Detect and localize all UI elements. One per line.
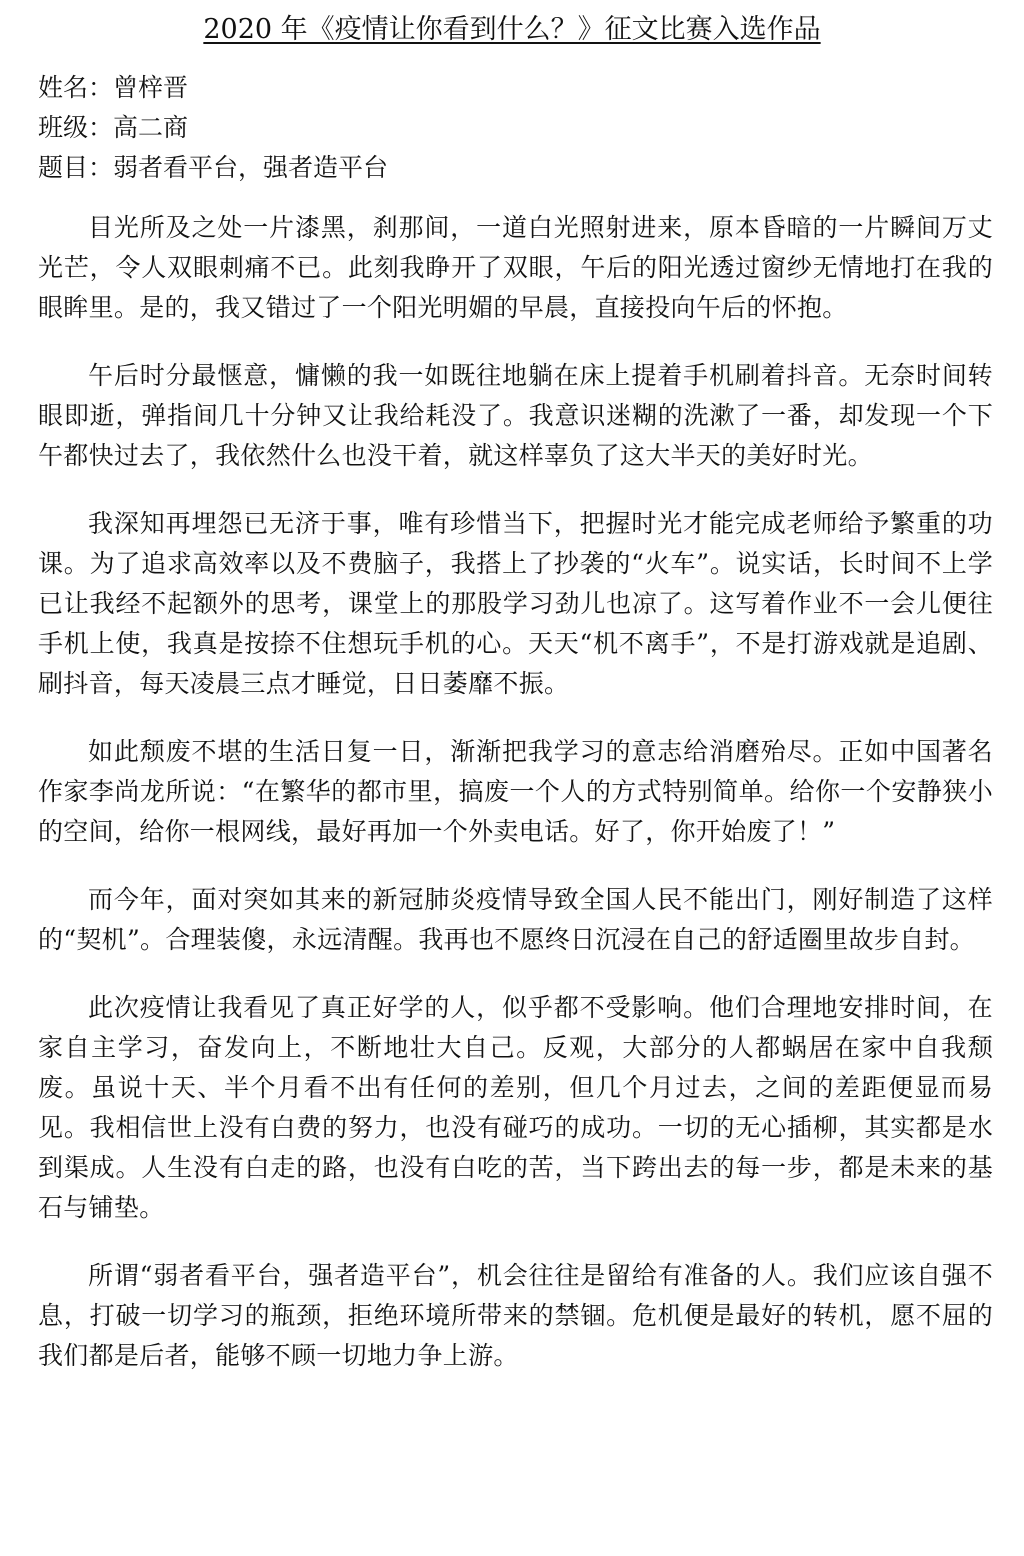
paragraph-5: 而今年，面对突如其来的新冠肺炎疫情导致全国人民不能出门，刚好制造了这样的“契机”。合理装傻，永远清醒。我再也不愿终日沉浸在自己的舒适圈里故步自封。 — [38, 885, 993, 954]
page-title — [0, 12, 1024, 48]
paragraph-3: 我深知再埋怨已无济于事，唯有珍惜当下，把握时光才能完成老师给予繁重的功课。为了追求高效率以及不费脑子，我搭上了抄袭的“火车”。说实话，长时间不上学已让我经不起额外的思考，课堂上的那股学习劲儿也凉了。这写着作业不一会儿便往手机上使，我真是按捺不住想玩手机的心。天天“机不离手”，不是打游戏就是追剧、刷抖音，每天凌晨三点才睡觉，日日萎靡不振。 — [38, 509, 993, 698]
paragraph-6: 此次疫情让我看见了真正好学的人，似乎都不受影响。他们合理地安排时间，在家自主学习，奋发向上，不断地壮大自己。反观，大部分的人都蜗居在家中自我颓废。虽说十天、半个月看不出有任何的差别，但几个月过去，之间的差距便显而易见。我相信世上没有白费的努力，也没有碰巧的成功。一切的无心插柳，其实都是水到渠成。人生没有白走的路，也没有白吃的苦，当下跨出去的每一步，都是未来的基石与铺垫。 — [38, 993, 993, 1222]
author-name-line: 姓名：曾梓晋 — [38, 73, 189, 102]
essay-body — [38, 208, 993, 1404]
class-line: 班级：高二商 — [38, 113, 189, 142]
page-title-text: 2020 年《疫情让你看到什么？》征文比赛入选作品 — [203, 14, 821, 45]
paragraph-1: 目光所及之处一片漆黑，刹那间，一道白光照射进来，原本昏暗的一片瞬间万丈光芒，令人双眼刺痛不已。此刻我睁开了双眼，午后的阳光透过窗纱无情地打在我的眼眸里。是的，我又错过了一个阳光明媚的早晨，直接投向午后的怀抱。 — [38, 213, 993, 322]
essay-meta — [38, 68, 998, 188]
paragraph-2: 午后时分最惬意，慵懒的我一如既往地躺在床上提着手机刷着抖音。无奈时间转眼即逝，弹指间几十分钟又让我给耗没了。我意识迷糊的洗漱了一番，却发现一个下午都快过去了，我依然什么也没干着，就这样辜负了这大半天的美好时光。 — [38, 361, 993, 470]
topic-line: 题目：弱者看平台，强者造平台 — [38, 153, 389, 182]
paragraph-4: 如此颓废不堪的生活日复一日，渐渐把我学习的意志给消磨殆尽。正如中国著名作家李尚龙所说：“在繁华的都市里，搞废一个人的方式特别简单。给你一个安静狭小的空间，给你一根网线，最好再加一个外卖电话。好了，你开始废了！” — [38, 737, 993, 846]
paragraph-7: 所谓“弱者看平台，强者造平台”，机会往往是留给有准备的人。我们应该自强不息，打破一切学习的瓶颈，拒绝环境所带来的禁锢。危机便是最好的转机，愿不屈的我们都是后者，能够不顾一切地力争上游。 — [38, 1261, 993, 1370]
